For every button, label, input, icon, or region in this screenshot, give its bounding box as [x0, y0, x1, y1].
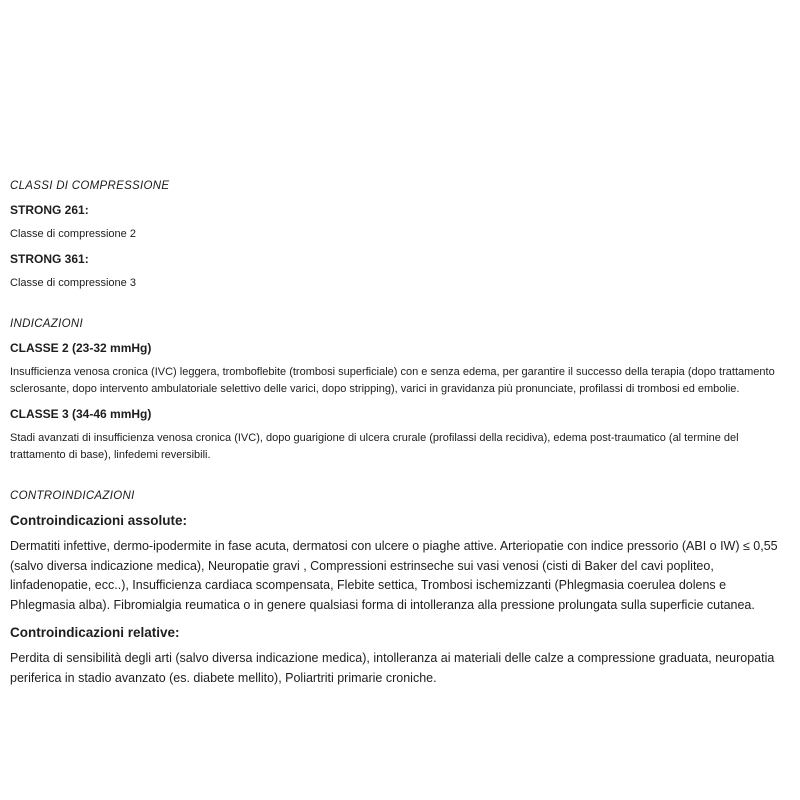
text-controindicazioni-relative: Perdita di sensibilità degli arti (salvo diversa indicazione medica), intolleranza ai materiali delle calze a compressione graduata, neuropatia periferica in stadio avanzato (es. diabete mellito), Poliartriti primarie croniche.	[10, 651, 775, 685]
label-strong-361: STRONG 361:	[10, 252, 89, 266]
text-strong-261: Classe di compressione 2	[10, 228, 136, 240]
text-strong-361: Classe di compressione 3	[10, 277, 136, 289]
text-classe-2: Insufficienza venosa cronica (IVC) leggera, tromboflebite (trombosi superficiale) con e senza edema, per garantire il successo della terapia (dopo trattamento sclerosante, dopo intervento ambulatoriale selettivo delle varici, dopo stripping), varici in gravidanza più pronunciate, profilassi di trombosi ed embolie.	[10, 366, 775, 395]
label-classe-3: CLASSE 3 (34-46 mmHg)	[10, 407, 152, 421]
label-classe-2: CLASSE 2 (23-32 mmHg)	[10, 341, 152, 355]
label-strong-261: STRONG 261:	[10, 203, 89, 217]
label-controindicazioni-relative: Controindicazioni relative:	[10, 625, 180, 640]
section-classi-di-compressione	[10, 180, 784, 292]
section-indicazioni	[10, 318, 784, 464]
section-heading-indicazioni: INDICAZIONI	[10, 318, 83, 330]
section-controindicazioni	[10, 490, 784, 688]
label-controindicazioni-assolute: Controindicazioni assolute:	[10, 513, 188, 528]
section-heading-controindicazioni: CONTROINDICAZIONI	[10, 490, 135, 502]
section-heading-classi-di-compressione: CLASSI DI COMPRESSIONE	[10, 180, 170, 192]
text-controindicazioni-assolute: Dermatiti infettive, dermo-ipodermite in fase acuta, dermatosi con ulcere o piaghe attive. Arteriopatie con indice pressorio (ABI o IW) ≤ 0,55 (salvo diversa indicazione medica), Neuropatie gravi , Compressioni estrinseche sui vasi venosi (cisti di Baker del cavi popliteo, linfadenopatie, ecc..), Insufficienza cardiaca scompensata, Flebite settica, Trombosi ischemizzanti (Phlegmasia coerulea dolens e Phlegmasia alba). Fibromialgia reumatica o in genere qualsiasi forma di intolleranza alla pressione prolungata sulla superficie cutanea.	[10, 539, 778, 612]
text-classe-3: Stadi avanzati di insufficienza venosa cronica (IVC), dopo guarigione di ulcera crurale (profilassi della recidiva), edema post-traumatico (al termine del trattamento di base), linfedemi reversibili.	[10, 432, 739, 461]
